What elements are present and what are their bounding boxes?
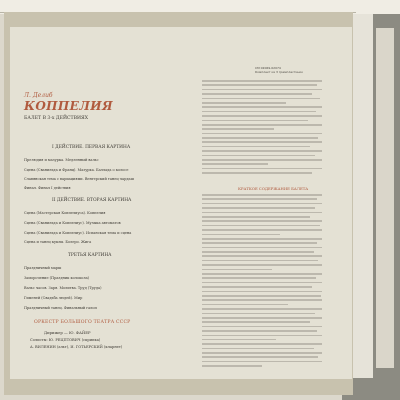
act2-item: Сцена и танец куклы. Болеро. Жига — [24, 240, 92, 244]
act1-item: Финал. Финал I действия — [24, 186, 71, 190]
catalog-number: СМ 02069-02074 — [255, 66, 281, 70]
act3-item: Вальс часов. Заря. Молитва. Труд (Труда) — [24, 286, 102, 290]
act2-heading: II ДЕЙСТВИЕ. ВТОРАЯ КАРТИНА — [52, 198, 132, 203]
orchestra-name: ОРКЕСТР БОЛЬШОГО ТЕАТРА СССР — [34, 320, 131, 325]
act2-item: Сцена (Мастерская Коппелиуса). Коппелия — [24, 211, 106, 215]
album-subtitle: БАЛЕТ В 3-х ДЕЙСТВИЯХ — [24, 116, 88, 121]
act1-item: Славянская тема с вариациями. Венгерский танец чардаш — [24, 177, 134, 181]
liner-notes-synopsis — [202, 194, 322, 372]
act1-item: Прелюдия и мазурка. Медленный вальс — [24, 158, 99, 162]
act3-heading: ТРЕТЬЯ КАРТИНА — [68, 253, 112, 258]
synopsis-heading: КРАТКОЕ СОДЕРЖАНИЕ БАЛЕТА — [238, 186, 309, 191]
soloists-credit: Солисты: Ю. РЕЦПТОВИЧ (скрипка) — [30, 338, 101, 342]
act2-item: Сцена (Сванильда и Коппелиус). Испанская тема и сцена — [24, 231, 132, 235]
liner-notes-intro — [202, 80, 322, 180]
box-side-inner-2 — [376, 28, 394, 368]
act1-heading: I ДЕЙСТВИЕ. ПЕРВАЯ КАРТИНА — [52, 145, 131, 150]
soloists-credit-2: А. ВИЛЕНИН (альт), И. ГОТЬЕРСКИЙ (кларнет) — [30, 345, 123, 349]
catalog-description: Комплект из 3 грампластинок — [255, 70, 304, 74]
act2-item: Сцена (Сванильда и Коппелиус). Музыка автоматов — [24, 221, 121, 225]
conductor-credit: Дирижер — Ю. ФАЙЕР — [44, 330, 91, 335]
act3-item: Праздничный марш — [24, 266, 62, 270]
act1-item: Сцена (Сванильда и Франц). Мазурка. Баллада о колосе — [24, 168, 129, 172]
composer-name: Л. Делиб — [24, 92, 53, 99]
album-title: КОППЕЛИЯ — [24, 99, 113, 113]
box-side-inner — [350, 8, 373, 378]
act3-item: Праздничный танец. Финальный галоп — [24, 306, 97, 310]
act3-item: Заморочение (Праздник колокола) — [24, 276, 90, 280]
act3-item: Гименей (Свадьба людей). Мир — [24, 296, 83, 300]
catalog-stamp — [255, 66, 303, 74]
